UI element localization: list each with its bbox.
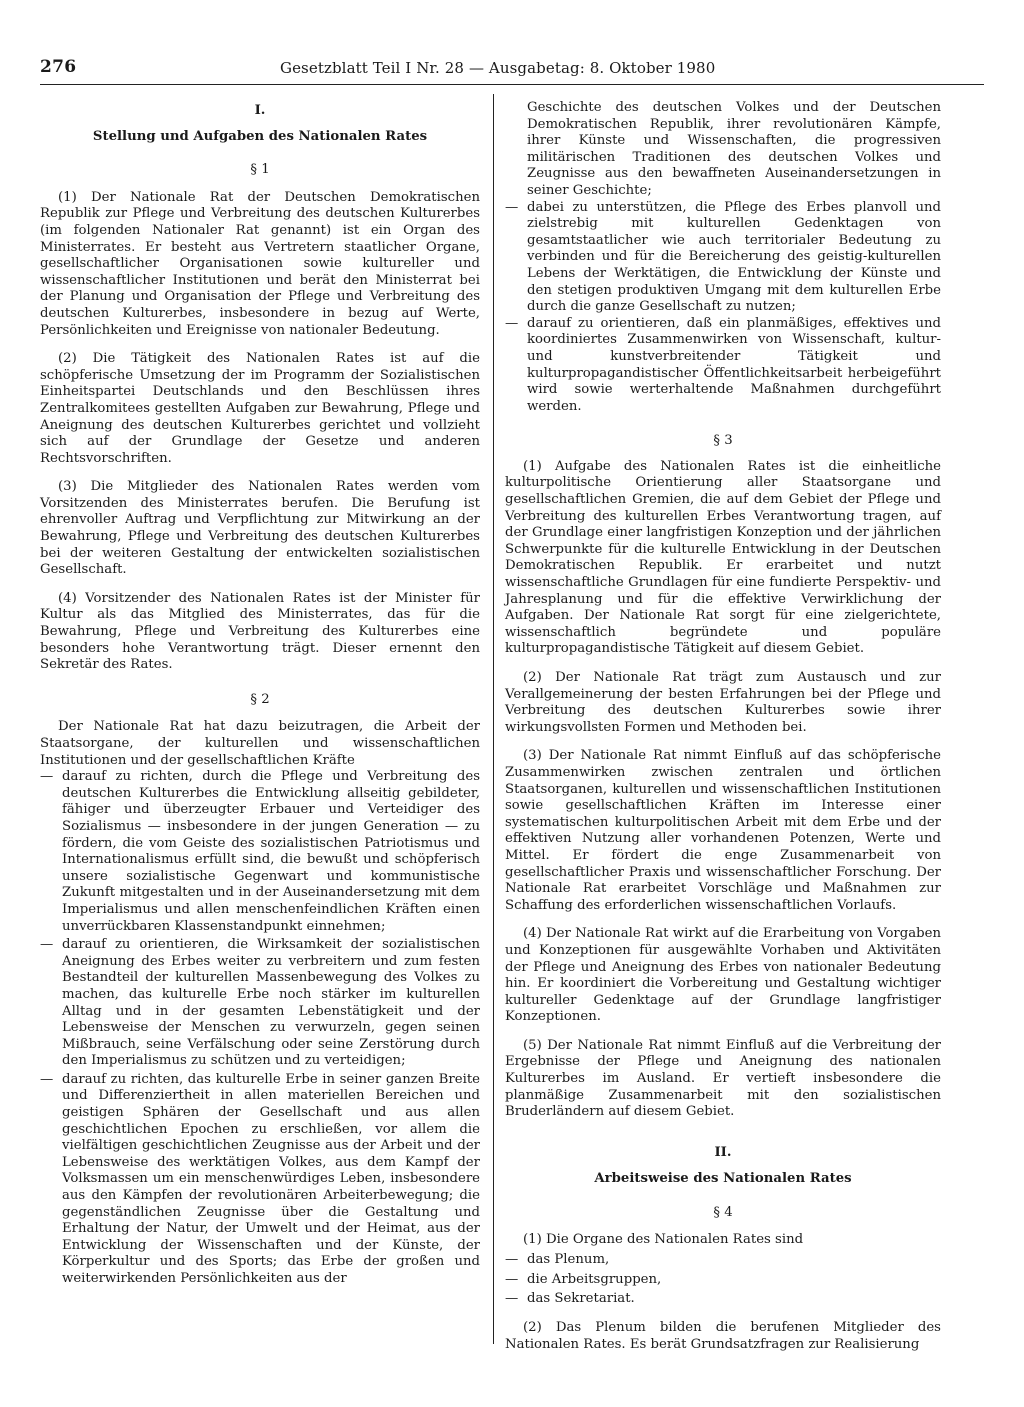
dash-marker: — (505, 1291, 519, 1307)
s4-item-1 (505, 1252, 941, 1269)
s4-item-1-text: das Plenum, (527, 1252, 610, 1268)
s3-paragraph-4: (4) Der Nationale Rat wirkt auf die Erarbeitung von Vorgaben und Konzeptionen für ausgewählte Vorhaben und Aktivitäten der Pflege und Aneignung des Erbes von nationaler Bedeutung hin. Er koordiniert die Vorbereitung und Gestaltung wichtiger kultureller Gedenktage auf der Grundlage langfristiger Konzeptionen. (505, 926, 941, 1025)
section-heading-2: § 2 (250, 691, 270, 707)
section-heading-1: § 1 (250, 162, 270, 178)
page-header (0, 57, 1024, 85)
column-divider (493, 94, 494, 1344)
s4-item-2-text: die Arbeitsgruppen, (527, 1271, 662, 1287)
s2-item-4-text: dabei zu unterstützen, die Pflege des Erbes planvoll und zielstrebig mit kulturellen Gedenktagen von gesamtstaatlicher wie auch territorialer Bedeutung zu verbinden und für die Bereicherung des geistig-kulturellen Lebens der Werktätigen, die Entwicklung der Künste und den stetigen produktiven Umgang mit dem kulturellen Erbe durch die ganze Gesellschaft zu nutzen; (527, 199, 941, 315)
page-number: 276 (40, 57, 77, 77)
chapter-numeral-1: I. (254, 103, 266, 118)
dash-marker: — (505, 1252, 519, 1268)
s2-item-3-continued-text: Geschichte des deutschen Volkes und der Deutschen Demokratischen Republik, ihrer revolutionären Kämpfe, ihrer Künste und Wissenschaften, die progressiven militärischen Traditionen des deutschen Volkes und Zeugnisse aus den bewaffneten Auseinandersetzungen in seiner Geschichte; (527, 100, 941, 198)
s3-paragraph-3: (3) Der Nationale Rat nimmt Einfluß auf das schöpferische Zusammenwirken zwischen zentralen und örtlichen Staatsorganen, kulturellen und wissenschaftlichen Institutionen sowie gesellschaftlichen Kräften im Interesse einer systematischen kulturpolitischen Arbeit mit dem Erbe und der effektiven Nutzung aller vorhandenen Potenzen, Werte und Mittel. Er fördert die enge Zusammenarbeit von gesellschaftlicher Praxis und wissenschaftlicher Forschung. Der Nationale Rat erarbeitet Vorschläge und Maßnahmen zur Schaffung des erforderlichen wissenschaftlichen Vorlaufs. (505, 748, 941, 913)
s2-item-3-continued (505, 100, 941, 200)
s2-item-2 (40, 937, 480, 1070)
section-heading-4: § 4 (713, 1205, 733, 1221)
s1-paragraph-2: (2) Die Tätigkeit des Nationalen Rates ist auf die schöpferische Umsetzung der im Programm der Sozialistischen Einheitspartei Deutschlands und den Beschlüssen ihres Zentralkomitees gestellten Aufgaben zur Bewahrung, Pflege und Aneignung des deutschen Kulturerbes gerichtet und vollzieht sich auf der Grundlage der Gesetze und anderen Rechtsvorschriften. (40, 351, 480, 466)
s1-paragraph-4: (4) Vorsitzender des Nationalen Rates ist der Minister für Kultur als das Mitglied des Ministerrates, das für die Bewahrung, Pflege und Verbreitung des Kulturerbes eine besonders hohe Verantwortung trägt. Dieser ernennt den Sekretär des Rates. (40, 590, 480, 673)
s4-item-3-text: das Sekretariat. (527, 1291, 635, 1307)
header-rule (40, 84, 984, 85)
s2-intro: Der Nationale Rat hat dazu beizutragen, die Arbeit der Staatsorgane, der kulturellen und wissenschaftlichen Institutionen und der gesellschaftlichen Kräfte (40, 719, 480, 768)
s2-item-5-text: darauf zu orientieren, daß ein planmäßiges, effektives und koordiniertes Zusammenwirken von Wissenschaft, kultur- und kunstverbreitender Tätigkeit und kulturpropagandistischer Öffentlichkeitsarbeit herbeigeführt wird sowie werterhaltende Maßnahmen durchgeführt werden. (527, 315, 941, 414)
s4-item-3 (505, 1291, 941, 1308)
section-heading-3: § 3 (713, 433, 733, 449)
right-column (505, 100, 941, 1353)
dash-marker: — (505, 315, 519, 331)
s4-paragraph-2: (2) Das Plenum bilden die berufenen Mitglieder des Nationalen Rates. Es berät Grundsatzfragen zur Realisierung (505, 1320, 941, 1352)
dash-marker: — (40, 1071, 54, 1087)
chapter-title-2: Arbeitsweise des Nationalen Rates (594, 1171, 852, 1187)
left-column (40, 100, 480, 1288)
s2-item-1-text: darauf zu richten, durch die Pflege und Verbreitung des deutschen Kulturerbes die Entwicklung allseitig gebildeter, fähiger und überzeugter Erbauer und Verteidiger des Sozialismus — insbesondere in der jungen Generation — zu fördern, die vom Geiste des sozialistischen Patriotismus und Internationalismus erfüllt sind, die bewußt und schöpferisch unsere sozialistische Gegenwart und kommunistische Zukunft mitgestalten und in der Auseinandersetzung mit dem Imperialismus und allen menschenfeindlichen Kräften einen unverrückbaren Klassenstandpunkt einnehmen; (62, 769, 480, 934)
s4-paragraph-1: (1) Die Organe des Nationalen Rates sind (523, 1231, 804, 1247)
dash-marker: — (40, 769, 54, 785)
chapter-numeral-2: II. (714, 1144, 732, 1160)
dash-marker: — (40, 937, 54, 953)
s4-item-2 (505, 1272, 941, 1289)
s3-paragraph-5: (5) Der Nationale Rat nimmt Einfluß auf die Verbreitung der Ergebnisse der Pflege und Aneignung des nationalen Kulturerbes im Ausland. Er vertieft insbesondere die planmäßige Zusammenarbeit mit den sozialistischen Bruderländern auf diesem Gebiet. (505, 1037, 941, 1120)
s2-item-1 (40, 769, 480, 935)
s1-paragraph-1: (1) Der Nationale Rat der Deutschen Demokratischen Republik zur Pflege und Verbreitung des deutschen Kulturerbes (im folgenden Nationaler Rat genannt) ist ein Organ des Ministerrates. Er besteht aus Vertretern staatlicher Organe, gesellschaftlicher Organisationen sowie kultureller und wissenschaftlicher Institutionen und berät den Ministerrat bei der Planung und Organisation der Pflege und Verbreitung des deutschen Kulturerbes, insbesondere in bezug auf Werte, Persönlichkeiten und Ereignisse von nationaler Bedeutung. (40, 189, 480, 338)
gazette-header-title: Gesetzblatt Teil I Nr. 28 — Ausgabetag: 8. Oktober 1980 (280, 59, 716, 77)
s2-item-2-text: darauf zu orientieren, die Wirksamkeit der sozialistischen Aneignung des Erbes weiter zu verbreitern und zum festen Bestandteil der kulturellen Massenbewegung des Volkes zu machen, das kulturelle Erbe noch stärker im kulturellen Alltag und in der gesamten Lebenstätigkeit und der Lebensweise der Menschen zu verwurzeln, gegen seinen Mißbrauch, seine Verfälschung oder seine Zerstörung durch den Imperialismus zu schützen und zu verteidigen; (62, 937, 480, 1069)
s2-item-4 (505, 200, 941, 316)
dash-marker: — (505, 199, 519, 215)
s3-paragraph-1: (1) Aufgabe des Nationalen Rates ist die einheitliche kulturpolitische Orientierung aller Staatsorgane und gesellschaftlichen Gremien, die auf dem Gebiet der Pflege und Verbreitung des kulturellen Erbes Verantwortung tragen, auf der Grundlage einer langfristigen Konzeption und der jährlichen Schwerpunkte für die kulturelle Entwicklung in der Deutschen Demokratischen Republik. Er erarbeitet und nutzt wissenschaftliche Grundlagen für eine fundierte Perspektiv- und Jahresplanung und für die effektive Verwirklichung der Aufgaben. Der Nationale Rat sorgt für eine zielgerichtete, wissenschaftlich begründete und populäre kulturpropagandistische Tätigkeit auf diesem Gebiet. (505, 458, 941, 657)
chapter-title-1: Stellung und Aufgaben des Nationalen Rates (92, 128, 428, 144)
s2-item-3-text: darauf zu richten, das kulturelle Erbe in seiner ganzen Breite und Differenziertheit in allen materiellen Bereichen und geistigen Sphären der Gesellschaft und aus allen geschichtlichen Epochen zu erschließen, vor allem die vielfältigen geschichtlichen Zeugnisse aus der Arbeit und der Lebensweise des werktätigen Volkes, aus dem Kampf der Volksmassen um ein menschenwürdiges Leben, insbesondere aus den Kämpfen der revolutionären Arbeiterbewegung; die gegenständlichen Zeugnisse über die Gestaltung und Erhaltung der Natur, der Umwelt und der Heimat, aus der Entwicklung der Wissenschaften und der Künste, der Körperkultur und des Sports; das Erbe der großen und weiterwirkenden Persönlichkeiten aus der (62, 1071, 480, 1286)
s1-paragraph-3: (3) Die Mitglieder des Nationalen Rates werden vom Vorsitzenden des Ministerrates berufen. Die Berufung ist ehrenvoller Auftrag und Verpflichtung zur Mitwirkung an der Bewahrung, Pflege und Verbreitung des deutschen Kulturerbes bei der weiteren Gestaltung der entwickelten sozialistischen Gesellschaft. (40, 479, 480, 578)
s2-item-3 (40, 1072, 480, 1288)
s2-item-5 (505, 316, 941, 416)
dash-marker: — (505, 1271, 519, 1287)
s3-paragraph-2: (2) Der Nationale Rat trägt zum Austausch und zur Verallgemeinerung der besten Erfahrungen bei der Pflege und Verbreitung des deutschen Kulturerbes sowie ihrer wirkungsvollsten Formen und Methoden bei. (505, 670, 941, 735)
